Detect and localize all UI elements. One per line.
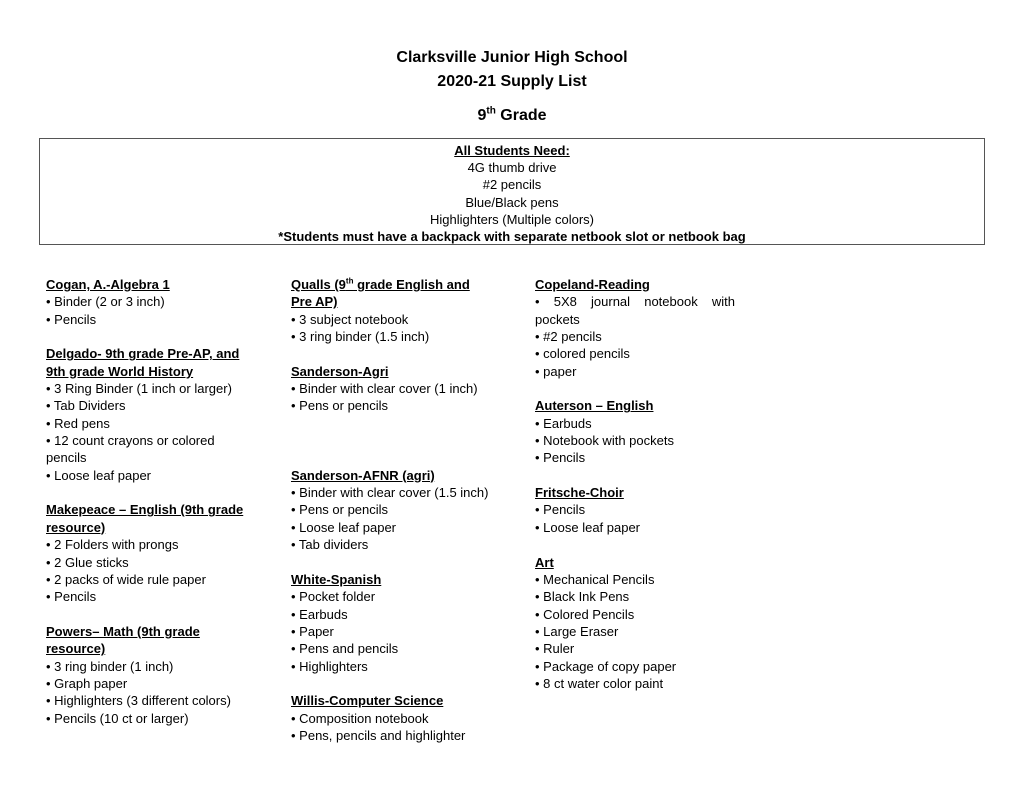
- section-title: Auterson – English: [535, 398, 654, 414]
- class-section-sanderson-agri: [291, 363, 491, 415]
- section-title: Powers– Math (9th grade resource): [46, 623, 200, 657]
- section-title: [291, 276, 491, 311]
- list-item: • 5X8 journal notebook with pockets: [535, 294, 735, 327]
- list-item: • Pencils: [535, 450, 586, 466]
- list-item: • paper: [535, 363, 577, 379]
- section-title: Copeland-Reading: [535, 277, 650, 292]
- class-section-makepeace: [46, 501, 246, 605]
- class-section-willis: [291, 692, 491, 744]
- all-students-item: Highlighters (Multiple colors): [430, 211, 594, 227]
- list-item: • Pencils: [46, 589, 97, 605]
- section-title: Makepeace – English (9th grade resource): [46, 502, 244, 535]
- list-item: • Loose leaf paper: [291, 519, 397, 535]
- class-section-art: [535, 554, 735, 693]
- list-item: • Highlighters (3 different colors): [46, 693, 231, 709]
- list-item: • Earbuds: [535, 415, 592, 431]
- all-students-item: 4G thumb drive: [467, 160, 557, 176]
- list-item: • Binder (2 or 3 inch): [46, 294, 165, 310]
- list-item: • Graph paper: [46, 675, 128, 691]
- list-item: • Black Ink Pens: [535, 589, 630, 605]
- column-3: [535, 276, 735, 710]
- list-item: • 8 ct water color paint: [535, 675, 664, 691]
- all-students-heading: All Students Need:: [454, 143, 570, 158]
- list-item: • 2 Folders with prongs: [46, 537, 179, 553]
- class-section-white-spanish: [291, 571, 491, 675]
- section-title: Art: [535, 554, 554, 570]
- list-item: • 3 Ring Binder (1 inch or larger): [46, 381, 232, 397]
- document-header: [0, 46, 1024, 128]
- list-item: • Large Eraser: [535, 623, 619, 639]
- all-students-item: #2 pencils: [482, 177, 542, 193]
- class-section-copeland: [535, 276, 735, 380]
- class-section-fritsche: [535, 484, 735, 536]
- supply-list-title: 2020-21 Supply List: [437, 73, 587, 90]
- section-title: White-Spanish: [291, 571, 382, 587]
- section-title: Delgado- 9th grade Pre-AP, and 9th grade World History: [46, 346, 240, 379]
- section-title: Fritsche-Choir: [535, 485, 624, 501]
- grade-word: Grade: [500, 107, 547, 124]
- list-item: • colored pencils: [535, 346, 630, 362]
- section-title: Cogan, A.-Algebra 1: [46, 277, 170, 292]
- all-students-box: [39, 138, 985, 245]
- list-item: • 3 subject notebook: [291, 311, 409, 327]
- list-item: • 12 count crayons or colored pencils: [46, 433, 215, 466]
- list-item: • Mechanical Pencils: [535, 571, 655, 587]
- list-item: • Ruler: [535, 641, 575, 657]
- list-item: • Tab Dividers: [46, 398, 126, 414]
- list-item: • Red pens: [46, 415, 110, 431]
- list-item: • Colored Pencils: [535, 606, 635, 622]
- list-item: • 3 ring binder (1.5 inch): [291, 329, 430, 345]
- section-title: Sanderson-Agri: [291, 363, 389, 379]
- class-section-powers: [46, 623, 246, 727]
- class-section-sanderson-afnr: [291, 467, 491, 554]
- list-item: • 2 packs of wide rule paper: [46, 571, 206, 587]
- title-part: Qualls (9: [291, 277, 346, 292]
- list-item: • Pens or pencils: [291, 398, 389, 414]
- list-item: • #2 pencils: [535, 329, 602, 345]
- list-item: • Loose leaf paper: [46, 467, 152, 483]
- list-item: • Pencils (10 ct or larger): [46, 710, 189, 726]
- class-section-qualls: [291, 276, 491, 345]
- list-item: • Composition notebook: [291, 710, 429, 726]
- list-item: • 2 Glue sticks: [46, 554, 129, 570]
- section-title: Sanderson-AFNR (agri): [291, 467, 435, 483]
- backpack-note: *Students must have a backpack with separate netbook slot or netbook bag: [278, 229, 746, 245]
- list-item: • Pencils: [535, 502, 586, 518]
- list-item: • Pocket folder: [291, 589, 376, 605]
- class-section-auterson: [535, 397, 735, 466]
- list-item: • Binder with clear cover (1.5 inch): [291, 485, 489, 501]
- grade-number: 9: [477, 107, 487, 124]
- list-item: • Pens, pencils and highlighter: [291, 727, 466, 743]
- list-item: • Notebook with pockets: [535, 433, 674, 449]
- class-section-cogan: [46, 276, 246, 328]
- list-item: • Pens and pencils: [291, 641, 399, 657]
- list-item: • Loose leaf paper: [535, 519, 641, 535]
- list-item: • Tab dividers: [291, 537, 369, 553]
- class-section-delgado: [46, 345, 246, 484]
- grade-heading: [0, 104, 1024, 128]
- school-name: Clarksville Junior High School: [396, 49, 628, 66]
- grade-suffix: th: [486, 105, 496, 117]
- title-part: grade English and Pre AP): [291, 277, 470, 310]
- list-item: • Earbuds: [291, 606, 348, 622]
- title-superscript: th: [345, 276, 354, 286]
- list-item: • Pens or pencils: [291, 502, 389, 518]
- list-item: • 3 ring binder (1 inch): [46, 658, 174, 674]
- list-item: • Highlighters: [291, 658, 368, 674]
- section-title: Willis-Computer Science: [291, 693, 444, 709]
- list-item: • Pencils: [46, 311, 97, 327]
- list-item: • Binder with clear cover (1 inch): [291, 381, 478, 397]
- list-item: • Package of copy paper: [535, 658, 677, 674]
- list-item: • Paper: [291, 623, 334, 639]
- all-students-item: Blue/Black pens: [465, 194, 559, 210]
- column-2: [291, 276, 491, 762]
- column-1: [46, 276, 246, 744]
